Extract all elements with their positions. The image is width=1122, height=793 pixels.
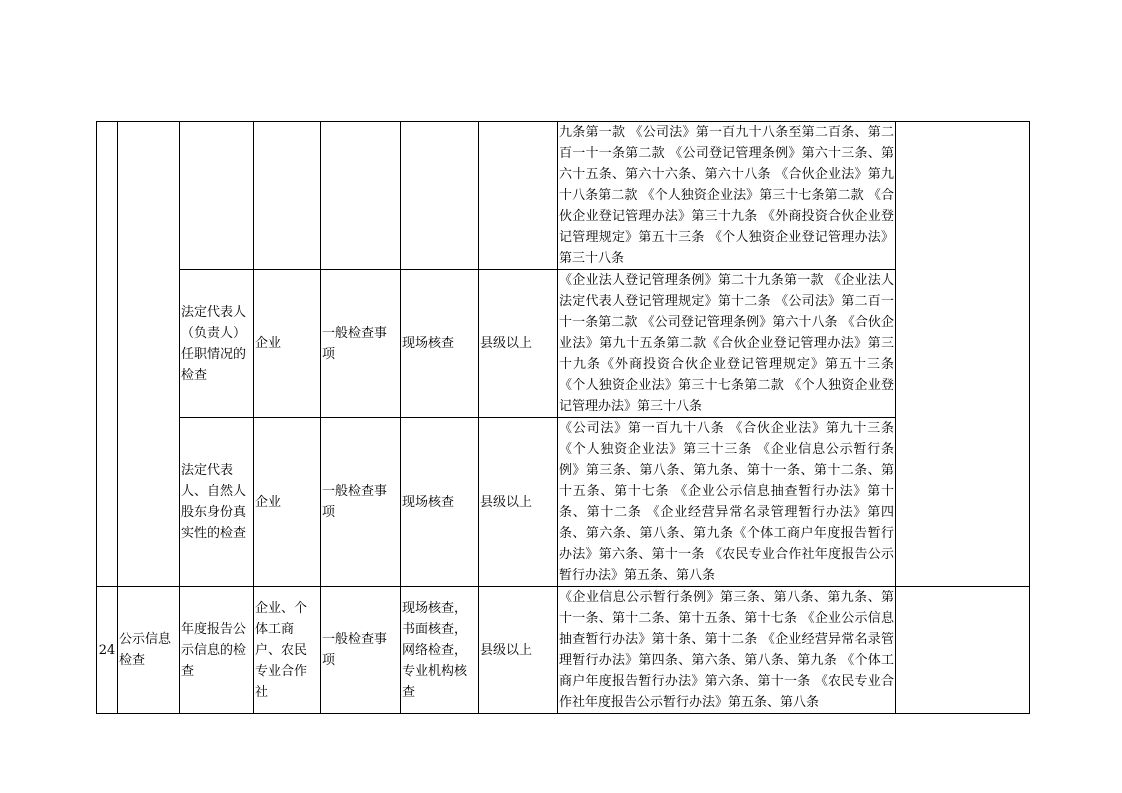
target-cell: 企业、个体工商户、农民专业合作社 xyxy=(254,587,321,714)
item-category-cell: 一般检查事项 xyxy=(321,418,401,587)
item-cell: 年度报告公示信息的检查 xyxy=(180,587,254,714)
method-cell xyxy=(401,122,479,270)
method-cell: 现场核查 xyxy=(401,270,479,418)
level-cell: 县级以上 xyxy=(479,270,558,418)
inspection-items-table xyxy=(96,121,1030,714)
legal-basis-cell: 九条第一款 《公司法》第一百九十八条至第二百条、第二百一十一条第二款 《公司登记管理条例》第六十三条、第六十五条、第六十六条、第六十八条 《合伙企业法》第九十八条第二款 《个人独资企业法》第三十七条第二款 《合伙企业登记管理办法》第三十九条 《外商投资合伙企业登记管理规定》第五十三条 《个人独资企业登记管理办法》第三十八条 xyxy=(558,122,896,270)
item-cell xyxy=(180,122,254,270)
remarks-cell xyxy=(896,587,1030,714)
legal-basis-cell: 《公司法》第一百九十八条 《合伙企业法》第九十三条 《个人独资企业法》第三十三条 《企业信息公示暂行条例》第三条、第八条、第九条、第十一条、第十二条、第十五条、第十七条 《企业公示信息抽查暂行办法》第十条、第十二条 《企业经营异常名录管理暂行办法》第四条、第六条、第八条、第九条《个体工商户年度报告暂行办法》第六条、第十一条 《农民专业合作社年度报告公示暂行办法》第五条、第八条 xyxy=(558,418,896,587)
item-category-cell: 一般检查事项 xyxy=(321,587,401,714)
target-cell xyxy=(254,122,321,270)
legal-basis-cell: 《企业信息公示暂行条例》第三条、第八条、第九条、第十一条、第十二条、第十五条、第十七条 《企业公示信息抽查暂行办法》第十条、第十二条 《企业经营异常名录管理暂行办法》第四条、第六条、第八条、第九条 《个体工商户年度报告暂行办法》第六条、第十一条 《农民专业合作社年度报告公示暂行办法》第五条、第八条 xyxy=(558,587,896,714)
target-cell: 企业 xyxy=(254,270,321,418)
category-name-cell: 公示信息检查 xyxy=(118,587,180,714)
method-cell: 现场核查，书面核查，网络检查，专业机构核查 xyxy=(401,587,479,714)
method-cell: 现场核查 xyxy=(401,418,479,587)
level-cell: 县级以上 xyxy=(479,418,558,587)
item-category-cell: 一般检查事项 xyxy=(321,270,401,418)
level-cell: 县级以上 xyxy=(479,587,558,714)
category-name-cell xyxy=(118,122,180,587)
number-cell: 24 xyxy=(97,587,118,714)
item-category-cell xyxy=(321,122,401,270)
remarks-cell xyxy=(896,122,1030,587)
item-cell: 法定代表人、自然人股东身份真实性的检查 xyxy=(180,418,254,587)
table-row xyxy=(97,587,1030,714)
legal-basis-cell: 《企业法人登记管理条例》第二十九条第一款 《企业法人法定代表人登记管理规定》第十二条 《公司法》第二百一十一条第二款 《公司登记管理条例》第六十八条 《合伙企业法》第九十五条第二款《合伙企业登记管理办法》第三十九条《外商投资合伙企业登记管理规定》第五十三条 《个人独资企业法》第三十七条第二款 《个人独资企业登记管理办法》第三十八条 xyxy=(558,270,896,418)
item-cell: 法定代表人（负责人）任职情况的检查 xyxy=(180,270,254,418)
table-row xyxy=(97,418,1030,587)
level-cell xyxy=(479,122,558,270)
number-cell xyxy=(97,122,118,587)
table-row xyxy=(97,270,1030,418)
target-cell: 企业 xyxy=(254,418,321,587)
table-row xyxy=(97,122,1030,270)
